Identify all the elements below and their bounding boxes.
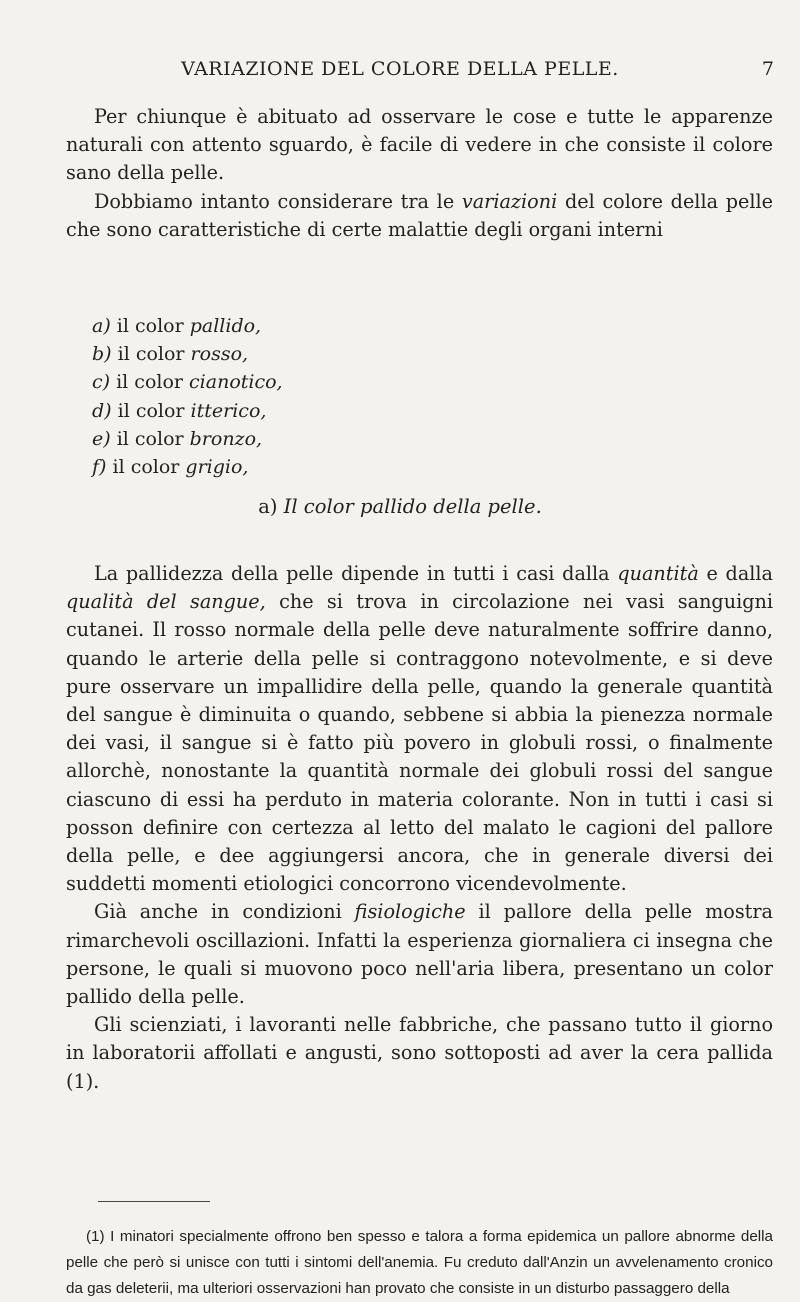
list-item: f) il color grigio, bbox=[92, 456, 249, 479]
list-item: a) il color pallido, bbox=[92, 315, 262, 337]
main-paragraph-2: Già anche in condizioni fisiologiche il pallore della pelle mostra rimarchevoli oscillazioni. Infatti la esperienza giornaliera ci insegna che persone, le quali si muovono poco nell'aria libera, presentano un color pallido della pelle. bbox=[66, 900, 773, 1009]
list-item: c) il color cianotico, bbox=[92, 371, 283, 394]
intro-paragraph-1: Per chiunque è abituato ad osservare le cose e tutte le apparenze naturali con attento sguardo, è facile di vedere in che consiste il colore sano della pelle. bbox=[66, 105, 773, 185]
intro-text bbox=[66, 103, 773, 244]
section-heading: a) Il color pallido della pelle. bbox=[258, 495, 542, 518]
color-variation-list bbox=[92, 312, 283, 481]
intro-paragraph-2: Dobbiamo intanto considerare tra le variazioni del colore della pelle che sono caratteristiche di certe malattie degli organi interni bbox=[66, 189, 774, 241]
list-item: d) il color itterico, bbox=[92, 399, 267, 422]
main-text bbox=[66, 560, 773, 1096]
footnote-text: (1) I minatori specialmente offrono ben spesso e talora a forma epidemica un pallore abnorme della pelle che però si unisce con tutti i sintomi dell'anemia. Fu creduto dall'Anzin un avvelenamento cronico da gas deleterii, ma ulteriori osservazioni han provato che consiste in un disturbo passaggero della bbox=[66, 1228, 773, 1297]
emphasis-variazioni: variazioni bbox=[461, 189, 558, 213]
list-item: b) il color rosso, bbox=[92, 343, 249, 366]
page-number: 7 bbox=[761, 58, 774, 80]
main-paragraph-3: Gli scienziati, i lavoranti nelle fabbriche, che passano tutto il giorno in laboratorii affollati e angusti, sono sottoposti ad aver la cera pallida (1). bbox=[66, 1013, 773, 1093]
footnote bbox=[66, 1224, 773, 1302]
list-item: e) il color bronzo, bbox=[92, 427, 263, 450]
footnote-divider bbox=[98, 1201, 210, 1202]
running-head: VARIAZIONE DEL COLORE DELLA PELLE. bbox=[181, 58, 619, 80]
main-paragraph-1: La pallidezza della pelle dipende in tutti i casi dalla quantità e dalla qualità del sangue, che si trova in circolazione nei vasi sanguigni cutanei. Il rosso normale della pelle deve naturalmente soffrire danno, quando le arterie della pelle si contraggono notevolmente, e si deve pure osservare un impallidire della pelle, quando la generale quantità del sangue è diminuita o quando, sebbene si abbia la pienezza normale dei vasi, il sangue si è fatto più povero in globuli rossi, o finalmente allorchè, nonostante la quantità normale dei globuli rossi del sangue ciascuno di essi ha perduto in materia colorante. Non in tutti i casi si posson definire con certezza al letto del malato le cagioni del pallore della pelle, e dee aggiungersi ancora, che in generale diversi dei suddetti momenti etiologici concorrono vicendevolmente. bbox=[66, 562, 773, 896]
